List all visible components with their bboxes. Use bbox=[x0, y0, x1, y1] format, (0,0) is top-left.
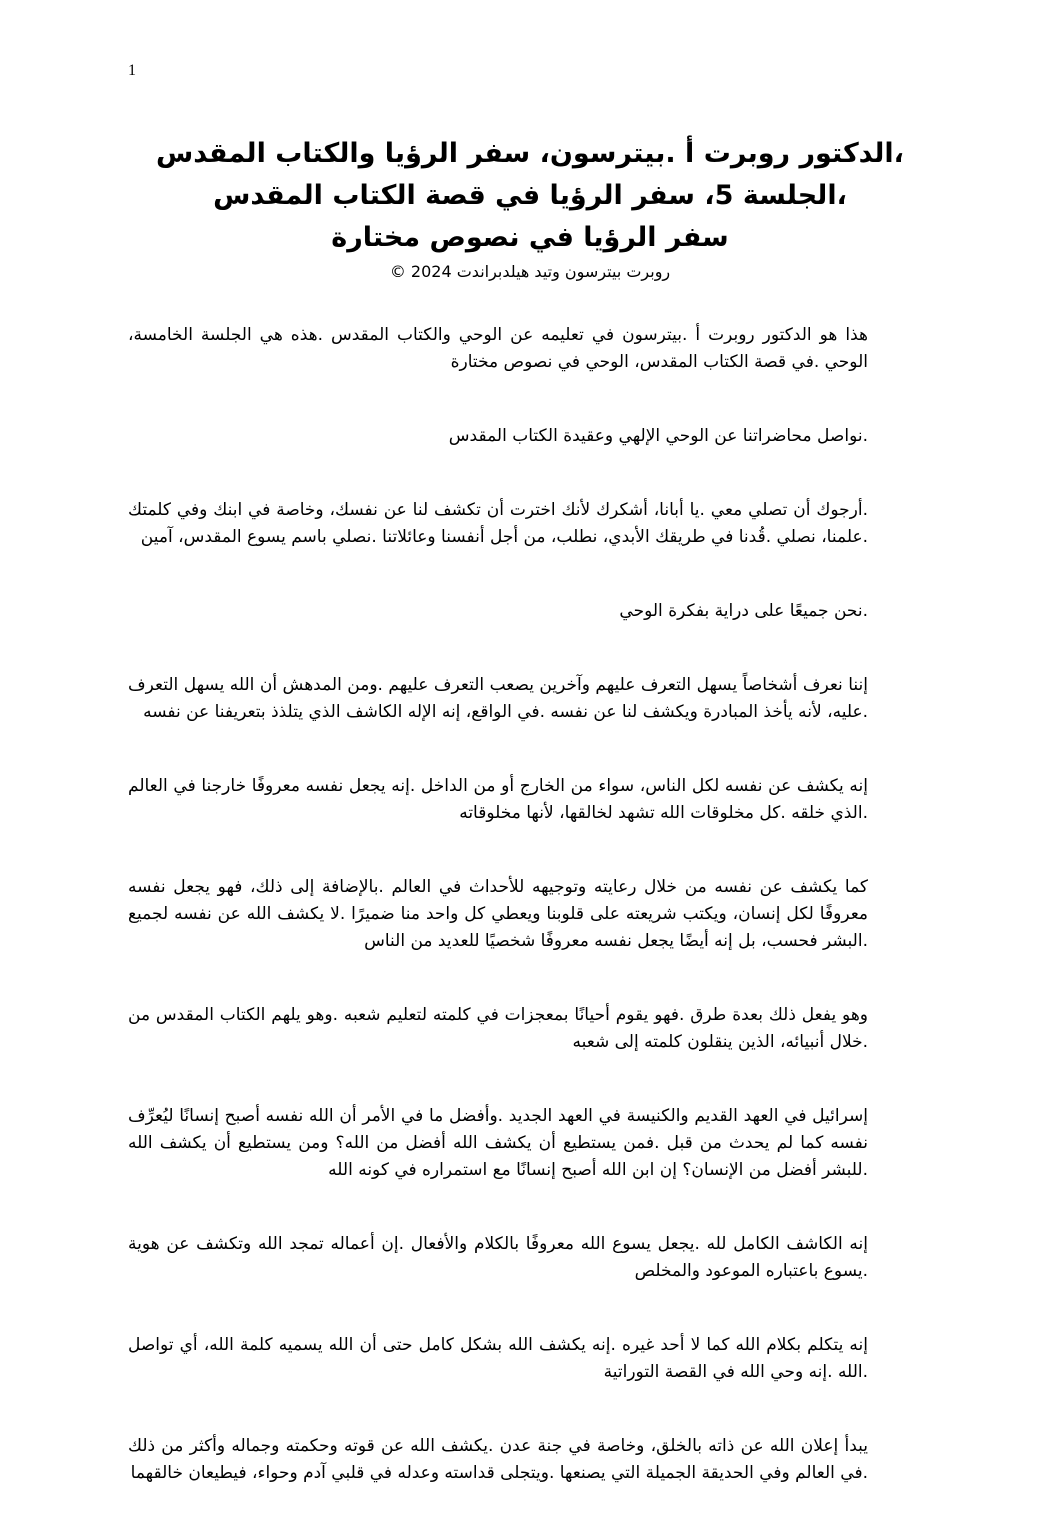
paragraph-1: هذا هو الدكتور روبرت أ .بيترسون في تعليمه عن الوحي والكتاب المقدس .هذه هي الجلسة الخامسة، الوحي .في قصة الكتاب المقدس، الوحي في نصوص مختارة bbox=[128, 325, 868, 372]
title-line-1: ،الدكتور روبرت أ .بيترسون، سفر الرؤيا والكتاب المقدس bbox=[156, 138, 904, 169]
paragraph-9: إسرائيل في العهد القديم والكنيسة في العهد الجديد .وأفضل ما في الأمر أن الله نفسه أصبح إنسانًا ليُعرِّف نفسه كما لم يحدث من قبل .فمن يستطيع أن يكشف الله أفضل من الله؟ ومن يستطيع أن يكشف الله .للبشر أفضل من الإنسان؟ إن ابن الله أصبح إنسانًا مع استمراره في كونه الله bbox=[128, 1106, 868, 1180]
title-line-3: سفر الرؤيا في نصوص مختارة bbox=[331, 222, 729, 253]
paragraph-3: .أرجوك أن تصلي معي .يا أبانا، أشكرك لأنك اخترت أن تكشف لنا عن نفسك، وخاصة في ابنك وفي كلمتك .علمنا، نصلي .قُدنا في طريقك الأبدي، نطلب، من أجل أنفسنا وعائلاتنا .نصلي باسم يسوع المقدس، آمين bbox=[128, 500, 868, 547]
paragraph-12: يبدأ إعلان الله عن ذاته بالخلق، وخاصة في جنة عدن .يكشف الله عن قوته وحكمته وجماله وأكثر من ذلك .في العالم وفي الحديقة الجميلة التي يصنعها .ويتجلى قداسته وعدله في قلبي آدم وحواء، فيطيعان خالقهما bbox=[128, 1436, 868, 1483]
paragraph-11: إنه يتكلم بكلام الله كما لا أحد غيره .إنه يكشف الله بشكل كامل حتى أن الله يسميه كلمة الله، أي تواصل .الله .إنه وحي الله في القصة التوراتية bbox=[128, 1335, 868, 1382]
page-number: 1 bbox=[128, 62, 136, 79]
paragraph-5: إننا نعرف أشخاصاً يسهل التعرف عليهم وآخرين يصعب التعرف عليهم .ومن المدهش أن الله يسهل التعرف .عليه، لأنه يأخذ المبادرة ويكشف لنا عن نفسه .في الواقع، إنه الإله الكاشف الذي يتلذذ بتعريفنا عن نفسه bbox=[128, 675, 868, 722]
copyright-line: روبرت بيترسون وتيد هيلدبراندت 2024 © bbox=[389, 262, 671, 281]
paragraph-8: وهو يفعل ذلك بعدة طرق .فهو يقوم أحيانًا بمعجزات في كلمته لتعليم شعبه .وهو يلهم الكتاب المقدس من .خلال أنبيائه، الذين ينقلون كلمته إلى شعبه bbox=[128, 1005, 868, 1052]
paragraph-10: إنه الكاشف الكامل لله .يجعل يسوع الله معروفًا بالكلام والأفعال .إن أعماله تمجد الله وتكشف عن هوية .يسوع باعتباره الموعود والمخلص bbox=[128, 1234, 868, 1281]
body-text bbox=[128, 322, 870, 1534]
title-line-2: ،الجلسة 5، سفر الرؤيا في قصة الكتاب المقدس bbox=[213, 180, 847, 211]
title-block bbox=[130, 133, 930, 285]
paragraph-4: .نحن جميعًا على دراية بفكرة الوحي bbox=[619, 601, 868, 621]
paragraph-7: كما يكشف عن نفسه من خلال رعايته وتوجيهه للأحداث في العالم .بالإضافة إلى ذلك، فهو يجعل نفسه معروفًا لكل إنسان، ويكتب شريعته على قلوبنا ويعطي كل واحد منا ضميرًا .لا يكشف الله عن نفسه لجميع .البشر فحسب، بل إنه أيضًا يجعل نفسه معروفًا شخصيًا للعديد من الناس bbox=[128, 877, 868, 951]
paragraph-6: إنه يكشف عن نفسه لكل الناس، سواء من الخارج أو من الداخل .إنه يجعل نفسه معروفًا خارجنا في العالم .الذي خلقه .كل مخلوقات الله تشهد لخالقها، لأنها مخلوقاته bbox=[128, 776, 868, 823]
paragraph-2: .نواصل محاضراتنا عن الوحي الإلهي وعقيدة الكتاب المقدس bbox=[448, 426, 868, 446]
